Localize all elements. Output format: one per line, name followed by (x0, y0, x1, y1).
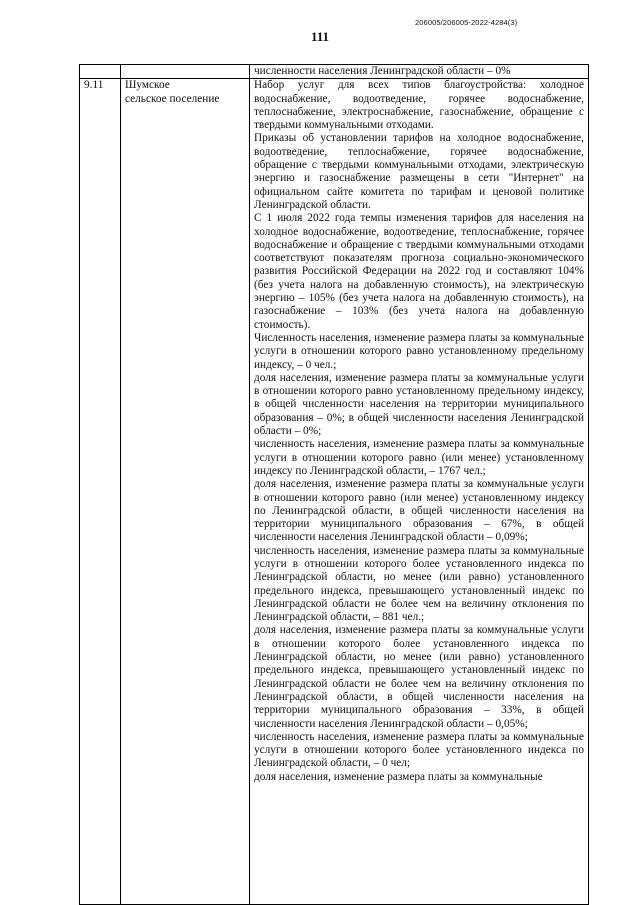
settlement-name-cell (121, 79, 250, 905)
paragraph-tariff-rates: С 1 июля 2022 года темпы изменения тарифов для населения на холодное водоснабжение, водоотведение, теплоснабжение, горячее водоснабжение и обращение с твердыми коммунальными отходами соответствуют показателям прогноза социально-экономического развития Российской Федерации на 2022 год и составляют 104% (без учета налога на добавленную стоимость), на электрическую энергию – 105% (без учета налога на добавленную стоимость), на газоснабжение – 103% (без учета налога на добавленную стоимость). (254, 212, 584, 331)
table-row (80, 79, 589, 905)
paragraph-count-above-index: численность населения, изменение размера платы за коммунальные услуги в отношении которого более установленного индекса по Ленинградской области, – 0 чел; (254, 730, 584, 770)
description-cell (250, 79, 589, 905)
paragraph-count-equal-limit: Численность населения, изменение размера платы за коммунальные услуги в отношении которого равно установленному предельному индексу, – 0 чел.; (254, 331, 584, 371)
paragraph-share-equal-limit: доля населения, изменение размера платы за коммунальные услуги в отношении которого равно установленному предельному индексу, в общей численности населения на территории муниципального образования – 0%; в общей численности населения Ленинградской области – 0%; (254, 371, 584, 438)
continuation-text: численности населения Ленинградской области – 0% (250, 65, 589, 79)
paragraph-orders: Приказы об установлении тарифов на холодное водоснабжение, водоотведение, теплоснабжение, горячее водоснабжение, обращение с твердыми коммунальными отходами, электрическую энергию и газоснабжение размещены в сети "Интернет" на официальном сайте комитета по тарифам и ценовой политике Ленинградской области. (254, 132, 584, 211)
row-number: 9.11 (80, 79, 121, 905)
paragraph-count-below-index: численность населения, изменение размера платы за коммунальные услуги в отношении которого равно (или менее) установленному индексу по Ленинградской области, – 1767 чел.; (254, 438, 584, 477)
paragraph-services: Набор услуг для всех типов благоустройства: холодное водоснабжение, водоотведение, горячее водоснабжение, теплоснабжение, электроснабжение, газоснабжение, обращение с твердыми коммунальными отходами. (254, 79, 584, 132)
settlement-name-line1: Шумское (125, 79, 170, 92)
paragraph-share-below-index: доля населения, изменение размера платы за коммунальные услуги в отношении которого равно (или менее) установленному индексу по Ленинградской области, в общей численности населения на территории муниципального образования – 67%, в общей численности населения Ленинградской области – 0,09%; (254, 478, 584, 544)
continuation-place-cell (121, 65, 250, 79)
page-number: 111 (310, 29, 330, 44)
paragraph-share-above-index: доля населения, изменение размера платы за коммунальные (254, 770, 543, 783)
document-table (79, 64, 589, 905)
paragraph-share-within-deviation: доля населения, изменение размера платы за коммунальные услуги в отношении которого более установленного индекса по Ленинградской области, но менее (или равно) установленного предельного индекса, превышающего установленный индекс по Ленинградской области не более чем на величину отклонения по Ленинградской области, в общей численности населения на территории муниципального образования – 33%, в общей численности населения Ленинградской области – 0,05%; (254, 624, 584, 730)
continuation-number-cell (80, 65, 121, 79)
settlement-name-line2: сельское поселение (125, 92, 220, 105)
document-code: 206005/206005-2022-4284(3) (415, 18, 518, 27)
paragraph-count-within-deviation: численность населения, изменение размера платы за коммунальные услуги в отношении которого более установленного индекса по Ленинградской области, но менее (или равно) установленного предельного индекса, превышающего установленный индекс по Ленинградской области не более чем на величину отклонения по Ленинградской области, – 881 чел.; (254, 544, 584, 624)
continuation-row (80, 65, 589, 79)
